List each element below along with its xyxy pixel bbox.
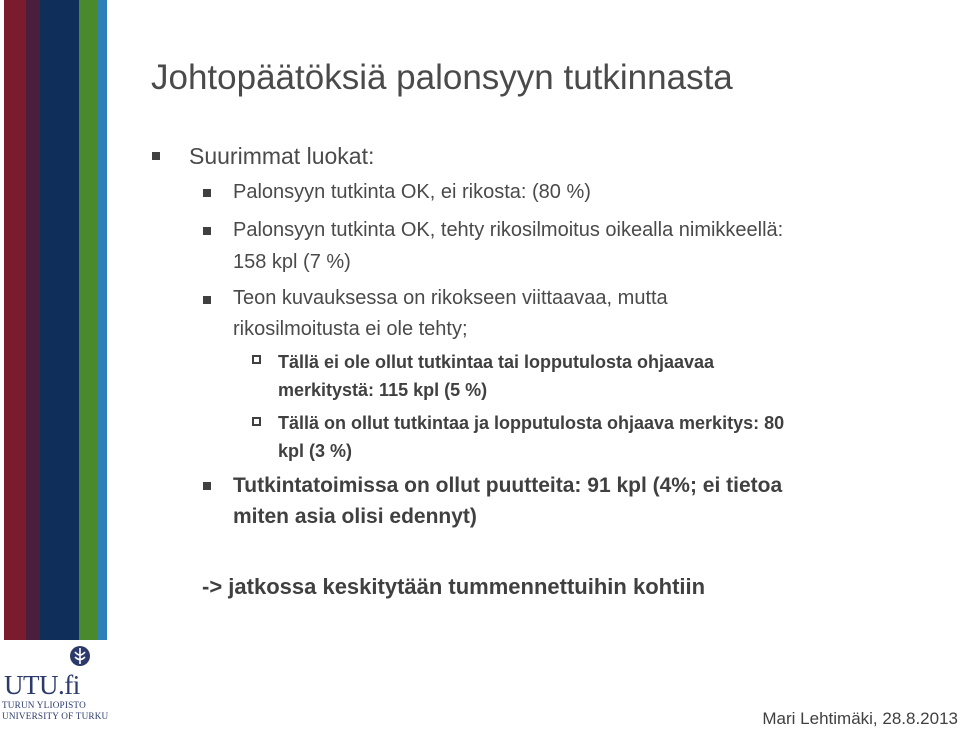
stripe-red xyxy=(4,0,26,730)
square-bullet-icon xyxy=(152,152,160,160)
subitem-1-line-1: Tällä ei ole ollut tutkintaa tai lopputulosta ohjaavaa xyxy=(278,352,715,372)
subitem-2-line-2: kpl (3 %) xyxy=(278,441,353,461)
logo-line-2: UNIVERSITY OF TURKU xyxy=(2,711,109,721)
hollow-square-bullet-icon xyxy=(252,417,261,426)
conclusion-text: -> jatkossa keskitytään tummennettuihin kohtiin xyxy=(202,574,706,599)
item-3-line-2: rikosilmoitusta ei ole tehty; xyxy=(233,318,468,340)
square-bullet-icon xyxy=(203,482,211,490)
logo-wordmark: UTU.fi xyxy=(4,670,80,700)
slide-title: Johtopäätöksiä palonsyyn tutkinnasta xyxy=(151,58,733,97)
university-emblem-icon xyxy=(68,644,92,668)
hollow-square-bullet-icon xyxy=(252,355,261,364)
item-4-line-1: Tutkintatoimissa on ollut puutteita: 91 kpl (4%; ei tietoa xyxy=(233,474,783,497)
square-bullet-icon xyxy=(203,189,211,197)
heading-text: Suurimmat luokat: xyxy=(189,143,375,169)
item-1-line-1: Palonsyyn tutkinta OK, ei rikosta: (80 %) xyxy=(233,181,591,203)
stripe-blue xyxy=(97,0,107,730)
square-bullet-icon xyxy=(203,296,211,304)
footer-author-date: Mari Lehtimäki, 28.8.2013 xyxy=(762,709,958,728)
item-4-line-2: miten asia olisi edennyt) xyxy=(233,505,477,528)
stripe-navy xyxy=(40,0,79,730)
stripe-purple xyxy=(26,0,40,730)
stripe-green xyxy=(79,0,97,730)
item-2-line-2: 158 kpl (7 %) xyxy=(233,251,351,273)
subitem-2-line-1: Tällä on ollut tutkintaa ja lopputulosta ohjaava merkitys: 80 xyxy=(278,413,785,433)
logo-line-1: TURUN YLIOPISTO xyxy=(2,700,86,710)
square-bullet-icon xyxy=(203,227,211,235)
item-3-line-1: Teon kuvauksessa on rikokseen viittaavaa, mutta xyxy=(233,287,668,309)
subitem-1-line-2: merkitystä: 115 kpl (5 %) xyxy=(278,380,488,400)
brand-stripes xyxy=(0,0,107,730)
item-2-line-1: Palonsyyn tutkinta OK, tehty rikosilmoitus oikealla nimikkeellä: xyxy=(233,219,784,241)
